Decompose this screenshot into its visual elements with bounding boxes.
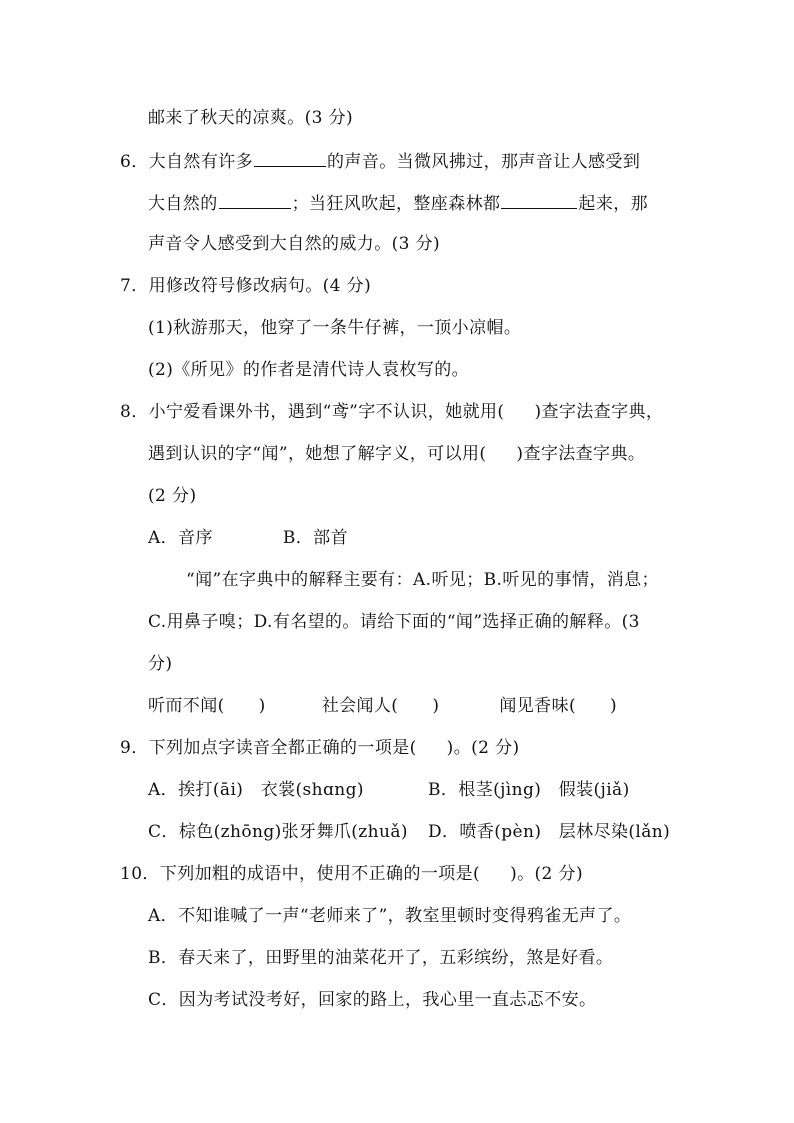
option-b: B．部首 — [282, 528, 348, 548]
question-6-line-1: 6．大自然有许多 的声音。当微风拂过，那声音让人感受到 — [120, 148, 640, 174]
question-10: 10．下列加粗的成语中，使用不正确的一项是( )。(2 分) — [120, 864, 583, 884]
question-number: 6． — [120, 152, 149, 172]
question-number: 10． — [120, 864, 160, 884]
option-c: C．棕色(zhōng)张牙舞爪(zhuǎ) — [148, 822, 408, 842]
question-9-options-row-2 — [148, 820, 408, 844]
question-7: 7．用修改符号修改病句。(4 分) — [120, 276, 372, 296]
question-9: 9．下列加点字读音全都正确的一项是( )。(2 分) — [120, 738, 520, 758]
option-a: A．音序 — [148, 528, 213, 548]
question-7-sentence-2: (2)《所见》的作者是清代诗人袁枚写的。 — [148, 360, 470, 380]
question-10-option-b: B．春天来了，田野里的油菜花开了，五彩缤纷，煞是好看。 — [148, 948, 614, 968]
fill-blank[interactable] — [254, 148, 326, 167]
question-8-line-5: C.用鼻子嗅；D.有名望的。请给下面的“闻”选择正确的解释。(3 — [148, 612, 640, 632]
question-8-line-3: (2 分) — [148, 486, 197, 506]
question-8-line-4: “闻”在字典中的解释主要有：A.听见；B.听见的事情，消息； — [186, 570, 659, 590]
question-9-option-d-wrap — [428, 820, 670, 844]
question-8-line-1: 8．小宁爱看课外书，遇到“鸢”字不认识，她就用( )查字法查字典， — [120, 402, 664, 422]
question-7-sentence-1: (1)秋游那天，他穿了一条牛仔裤，一顶小凉帽。 — [148, 318, 522, 338]
question-number: 9． — [120, 738, 149, 758]
question-10-option-c: C．因为考试没考好，回家的路上，我心里一直忐忑不安。 — [148, 990, 597, 1010]
text-line: 邮来了秋天的凉爽。(3 分) — [148, 108, 354, 128]
fill-blank[interactable] — [219, 190, 291, 209]
question-number: 8． — [120, 402, 149, 422]
question-9-options-row-1 — [148, 778, 364, 802]
option-d: D．喷香(pèn) 层林尽染(lǎn) — [428, 822, 671, 842]
fill-blank[interactable] — [501, 190, 577, 209]
question-8-items: 听而不闻( ) 社会闻人( ) 闻见香味( ) — [148, 696, 618, 716]
question-9-option-b-wrap — [428, 778, 630, 802]
question-number: 7． — [120, 276, 149, 296]
question-6-line-3: 声音令人感受到大自然的威力。(3 分) — [148, 234, 441, 254]
option-a: A．挨打(āi) 衣裳(shɑng) — [148, 780, 364, 800]
option-b: B．根茎(jìng) 假装(jiǎ) — [428, 780, 630, 800]
question-8-line-2: 遇到认识的字“闻”，她想了解字义，可以用( )查字法查字典。 — [148, 444, 646, 464]
question-8-options — [148, 526, 348, 550]
question-6-line-2: 大自然的 ；当狂风吹起，整座森林都 起来，那 — [148, 190, 648, 216]
question-8-line-6: 分) — [148, 654, 173, 674]
question-10-option-a: A．不知谁喊了一声“老师来了”，教室里顿时变得鸦雀无声了。 — [148, 906, 632, 926]
